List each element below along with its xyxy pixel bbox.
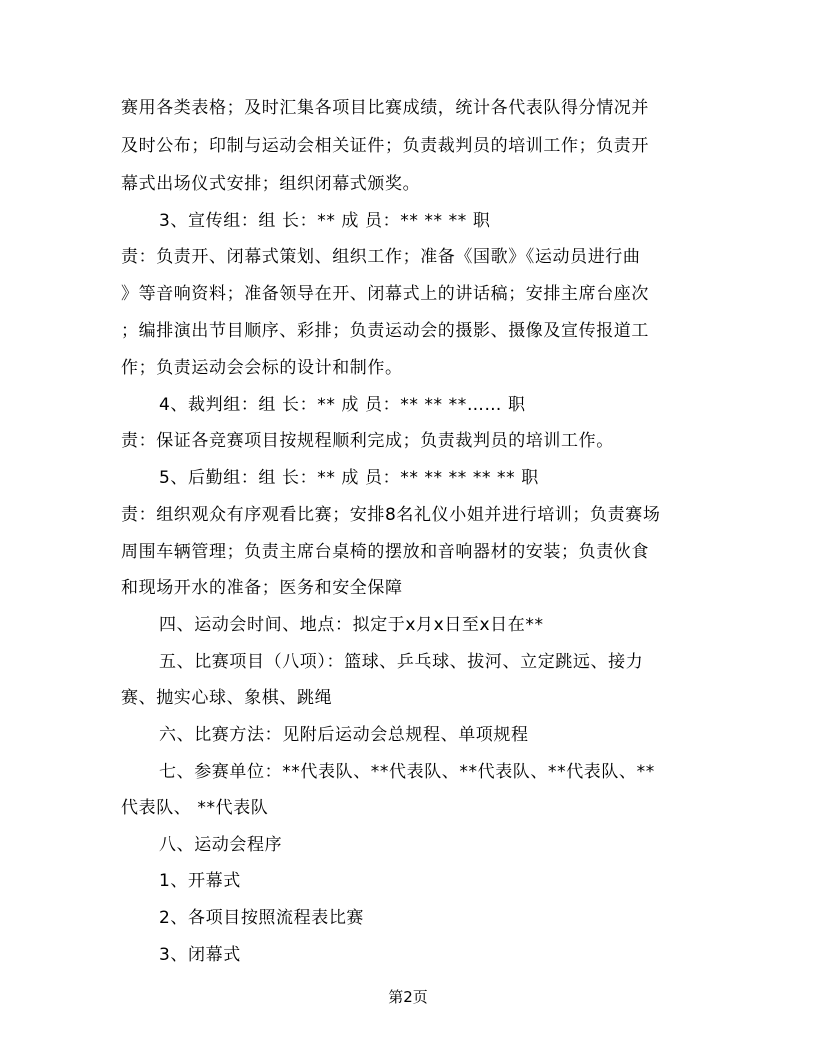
text-line-16: 五、比赛项目（八项）：篮球、乒乓球、拔河、立定跳远、接力 (159, 652, 644, 672)
text-line-11: 5、后勤组：组 长：** 成 员：** ** ** ** ** 职 (159, 468, 539, 488)
text-line-20: 代表队、 **代表队 (121, 798, 269, 818)
text-line-24: 3、闭幕式 (159, 945, 241, 965)
text-line-10: 责：保证各竞赛项目按规程顺利完成；负责裁判员的培训工作。 (121, 431, 614, 451)
text-line-8: 作；负责运动会会标的设计和制作。 (121, 358, 403, 378)
text-line-22: 1、开幕式 (159, 871, 241, 891)
text-line-6: 》等音响资料；准备领导在开、闭幕式上的讲话稿；安排主席台座次 (121, 284, 649, 304)
text-line-3: 幕式出场仪式安排；组织闭幕式颁奖。 (121, 174, 421, 194)
text-line-5: 责：负责开、闭幕式策划、组织工作；准备《国歌》《运动员进行曲 (121, 247, 641, 267)
text-line-13: 周围车辆管理；负责主席台桌椅的摆放和音响器材的安装；负责伙食 (121, 542, 649, 562)
text-line-12: 责：组织观众有序观看比赛；安排8名礼仪小姐并进行培训；负责赛场 (121, 505, 661, 525)
text-line-18: 六、比赛方法：见附后运动会总规程、单项规程 (159, 725, 529, 745)
text-line-2: 及时公布；印制与运动会相关证件；负责裁判员的培训工作；负责开 (121, 136, 649, 156)
text-line-23: 2、各项目按照流程表比赛 (159, 908, 365, 928)
text-line-4: 3、宣传组：组 长：** 成 员：** ** ** 职 (159, 211, 491, 231)
page-number: 第2页 (388, 988, 428, 1006)
text-line-17: 赛、抛实心球、象棋、跳绳 (121, 688, 333, 708)
text-line-1: 赛用各类表格；及时汇集各项目比赛成绩，统计各代表队得分情况并 (121, 98, 649, 118)
text-line-19: 七、参赛单位：**代表队、**代表队、**代表队、**代表队、** (159, 762, 655, 782)
text-line-15: 四、运动会时间、地点：拟定于x月x日至x日在** (159, 615, 544, 635)
text-line-9: 4、裁判组：组 长：** 成 员：** ** **…… 职 (159, 395, 526, 415)
text-line-21: 八、运动会程序 (159, 835, 283, 855)
text-line-14: 和现场开水的准备；医务和安全保障 (121, 578, 403, 598)
text-line-7: ；编排演出节目顺序、彩排；负责运动会的摄影、摄像及宣传报道工 (121, 321, 649, 341)
